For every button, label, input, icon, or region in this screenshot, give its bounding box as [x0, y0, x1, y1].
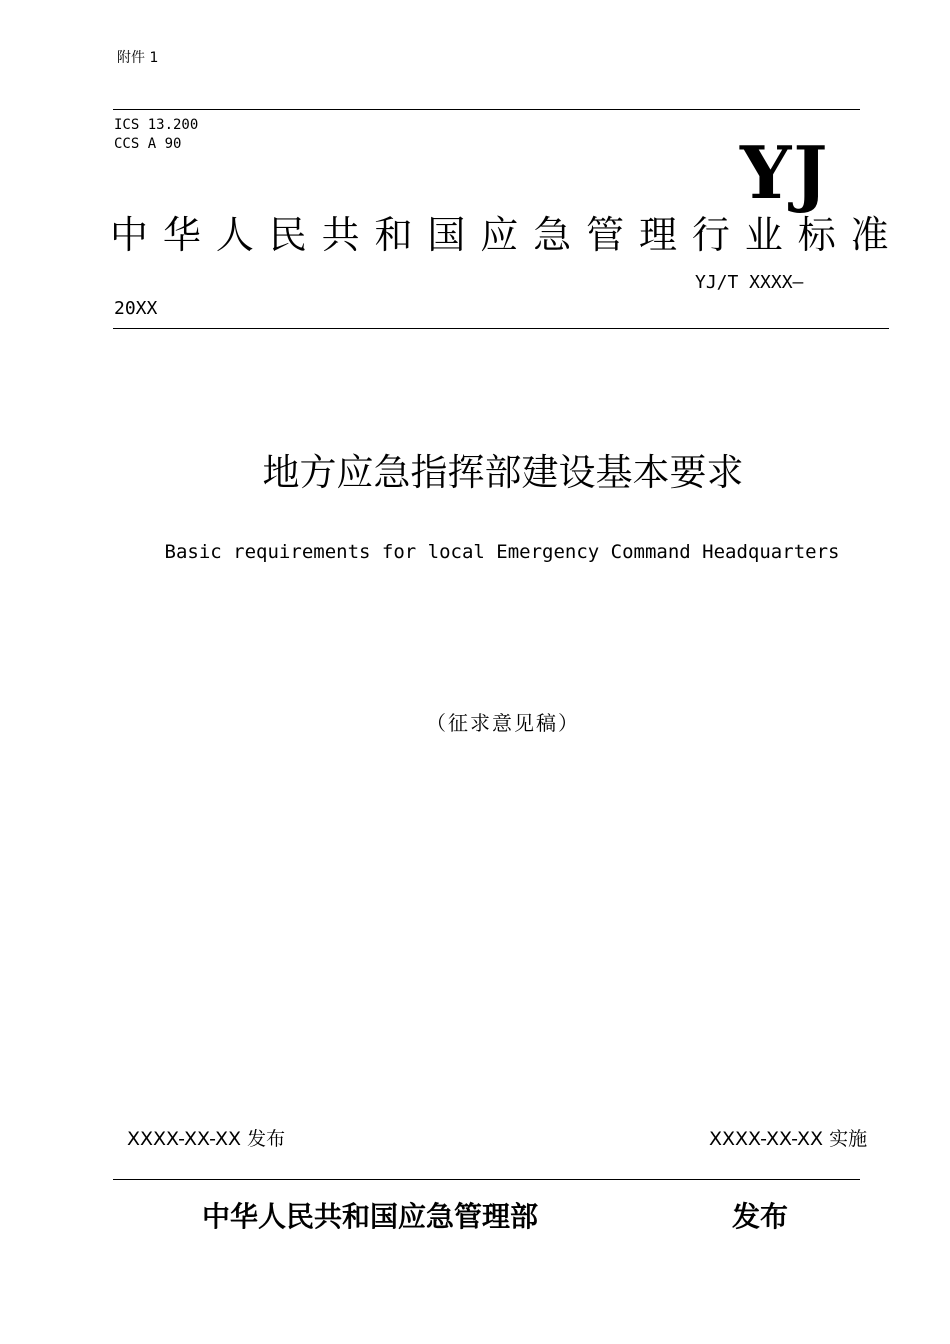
issuing-action: 发布	[732, 1200, 789, 1233]
standard-number-line1: YJ/T XXXX—	[695, 272, 804, 293]
publish-date: XXXX-XX-XX 发布	[127, 1128, 286, 1150]
ccs-code: CCS A 90	[114, 136, 182, 152]
attachment-label: 附件 1	[117, 50, 159, 66]
header-divider	[113, 328, 889, 329]
standard-category-title: 中华人民共和国应急管理行业标准	[110, 213, 904, 257]
issuing-authority: 中华人民共和国应急管理部	[202, 1200, 539, 1233]
draft-status-note: （征求意见稿）	[426, 711, 580, 735]
ics-code: ICS 13.200	[114, 117, 199, 133]
standard-logo: YJ	[740, 130, 830, 215]
top-divider	[113, 109, 860, 110]
implement-date: XXXX-XX-XX 实施	[709, 1128, 868, 1150]
standard-number-line2: 20XX	[114, 298, 158, 319]
document-title: 地方应急指挥部建设基本要求	[262, 451, 744, 494]
footer-divider	[113, 1179, 860, 1180]
document-title-english: Basic requirements for local Emergency Command Headquarters	[164, 541, 840, 563]
